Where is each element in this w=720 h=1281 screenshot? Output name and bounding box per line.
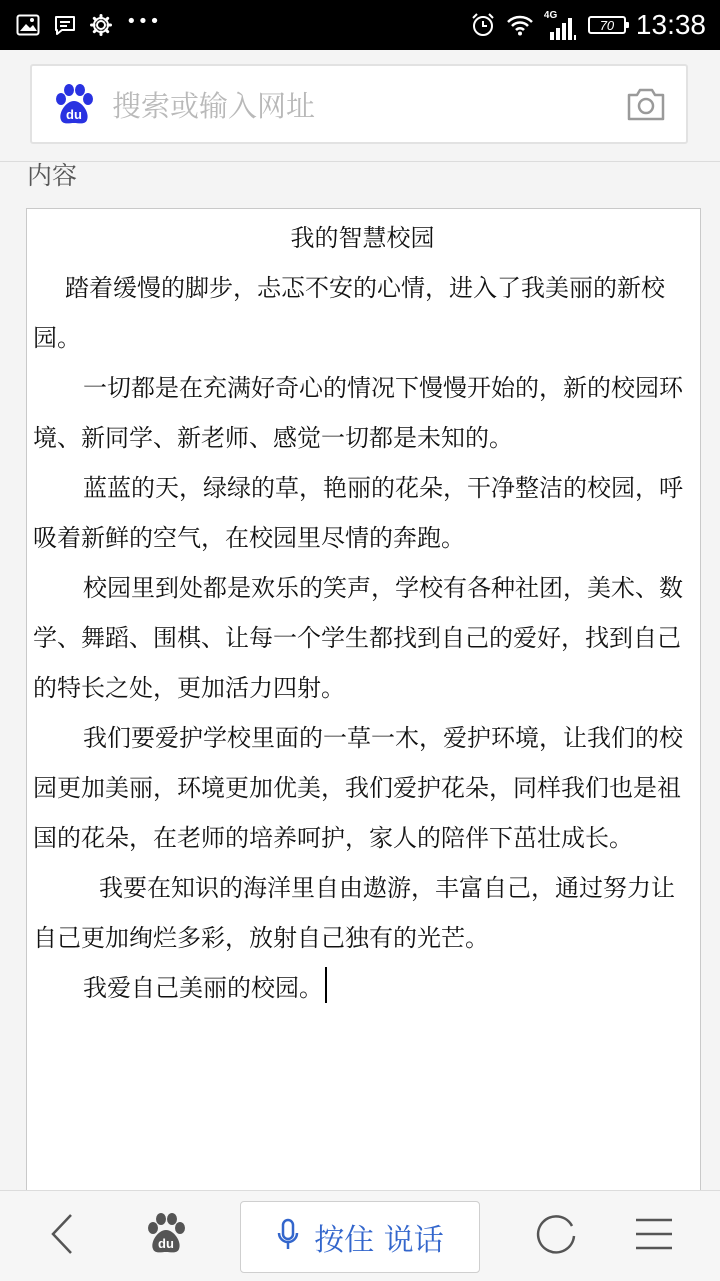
- hold-to-talk-button[interactable]: [240, 1201, 480, 1273]
- more-dots-icon: •••: [126, 11, 161, 32]
- essay-paragraph: 一切都是在充满好奇心的情况下慢慢开始的，新的校园环境、新同学、新老师、感觉一切都是未知的。: [33, 374, 683, 452]
- camera-icon[interactable]: [626, 86, 666, 126]
- microphone-icon: [276, 1218, 300, 1256]
- clock-time: 13:38: [635, 9, 706, 40]
- baidu-paw-text: du: [158, 1236, 174, 1251]
- status-bar-right: [470, 8, 706, 42]
- hold-to-talk-label: 按住 说话: [314, 1223, 444, 1258]
- back-button[interactable]: [30, 1191, 94, 1281]
- essay-paragraph: 蓝蓝的天，绿绿的草，艳丽的花朵，干净整洁的校园，呼吸着新鲜的空气，在校园里尽情的奔跑。: [33, 474, 683, 552]
- refresh-icon: [534, 1212, 578, 1260]
- baidu-home-button[interactable]: [136, 1191, 196, 1281]
- baidu-logo-text: du: [66, 107, 82, 122]
- essay-paragraph: 我要在知识的海洋里自由遨游，丰富自己，通过努力让自己更加绚烂多彩，放射自己独有的光芒。: [33, 874, 675, 952]
- wifi-icon: [506, 14, 534, 36]
- search-bar[interactable]: [30, 64, 688, 144]
- search-input[interactable]: [110, 82, 594, 130]
- status-bar: [0, 0, 720, 50]
- text-cursor: [325, 967, 327, 1003]
- gear-icon: [90, 14, 112, 36]
- search-header: [0, 50, 720, 162]
- essay-paragraph: 我爱自己美丽的校园。: [33, 963, 692, 1013]
- battery-level: 70: [599, 17, 615, 33]
- essay-title: 我的智慧校园: [290, 224, 435, 252]
- baidu-paw-icon: [144, 1212, 188, 1260]
- signal-icon: [544, 10, 578, 40]
- essay-paragraph: 我们要爱护学校里面的一草一木，爱护环境，让我们的校园更加美丽，环境更加优美，我们爱护花朵，同样我们也是祖国的花朵，在老师的培养呵护，家人的陪伴下茁壮成长。: [33, 724, 683, 852]
- content-section-label: 内容: [27, 161, 78, 190]
- menu-button[interactable]: [622, 1191, 686, 1281]
- back-icon: [49, 1212, 75, 1260]
- refresh-button[interactable]: [524, 1191, 588, 1281]
- status-bar-left: [16, 12, 161, 38]
- bottom-toolbar: [0, 1190, 720, 1281]
- menu-icon: [634, 1217, 674, 1255]
- essay-paragraph: 踏着缓慢的脚步，忐忑不安的心情，进入了我美丽的新校园。: [33, 274, 665, 352]
- alarm-icon: [470, 12, 496, 38]
- image-icon: [16, 14, 40, 36]
- baidu-logo-icon[interactable]: [52, 83, 96, 131]
- content-textarea[interactable]: [26, 208, 701, 1208]
- network-type-label: 4G: [543, 10, 558, 21]
- message-icon: [54, 14, 76, 36]
- battery-icon: [588, 16, 626, 34]
- essay-paragraph: 校园里到处都是欢乐的笑声，学校有各种社团，美术、数学、舞蹈、围棋、让每一个学生都找到自己的爱好，找到自己的特长之处，更加活力四射。: [33, 574, 683, 702]
